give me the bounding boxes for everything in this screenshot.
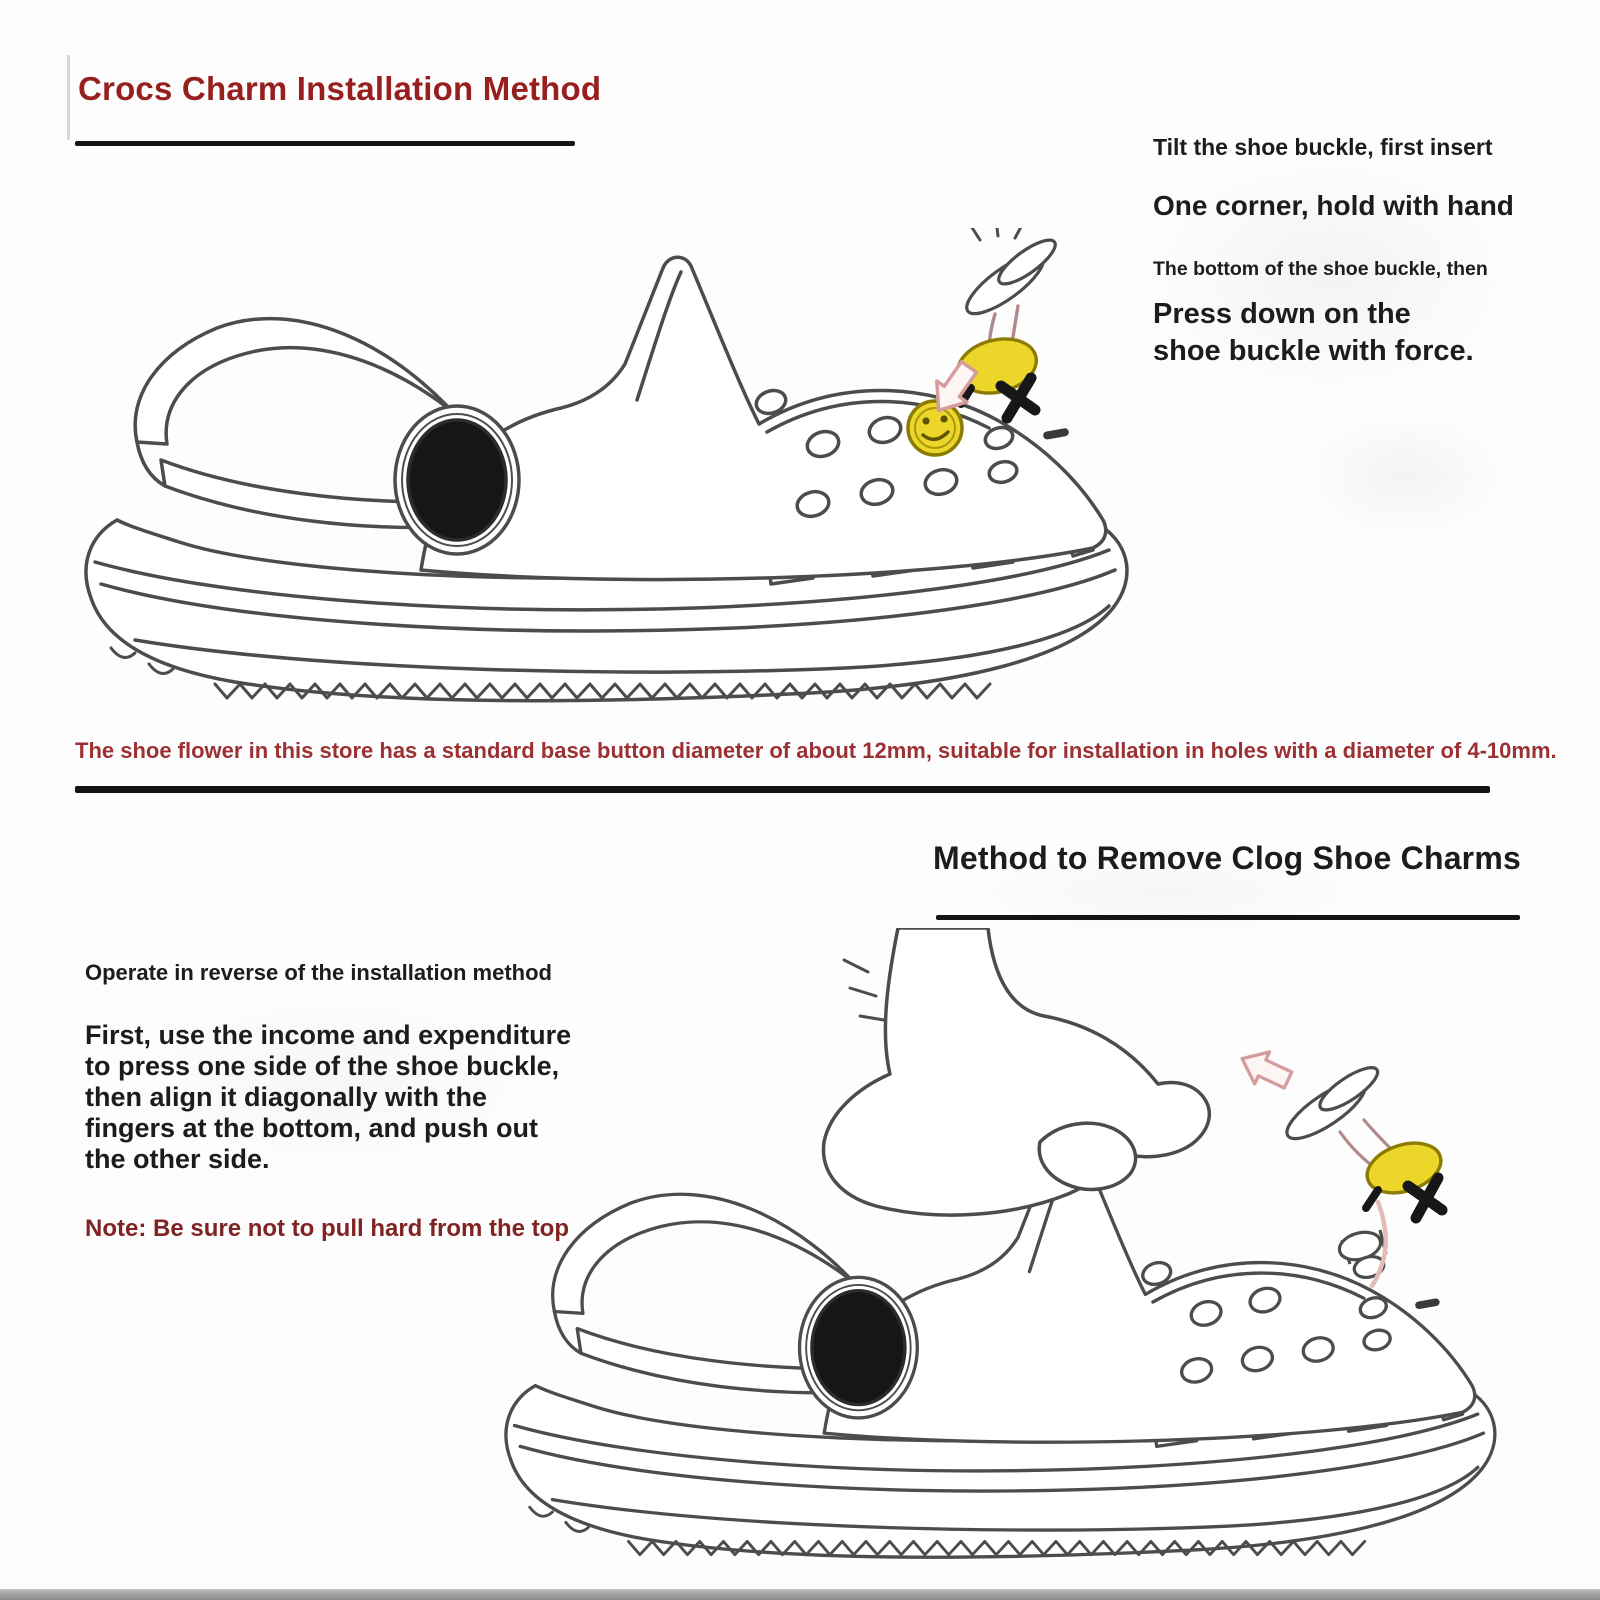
install-illustration <box>55 228 1160 710</box>
remove-body-line-5: the other side. <box>85 1144 270 1174</box>
install-step-1: Tilt the shoe buckle, first insert <box>1153 134 1493 160</box>
hand-press-illustration <box>823 928 1209 1215</box>
install-title-underline <box>75 141 575 146</box>
install-step-4-line-b: shoe buckle with force. <box>1153 335 1474 367</box>
install-step-4-line-a: Press down on the <box>1153 298 1411 330</box>
remove-title: Method to Remove Clog Shoe Charms <box>933 840 1521 876</box>
section-divider <box>75 786 1490 793</box>
scan-artifact-line <box>67 55 70 140</box>
smiley-charm-icon <box>908 401 962 455</box>
up-arrow-icon <box>1235 1043 1296 1096</box>
install-step-4 <box>1153 296 1474 370</box>
remove-body-line-2: to press one side of the shoe buckle, <box>85 1051 560 1081</box>
install-step-2: One corner, hold with hand <box>1153 190 1514 221</box>
ghost-mark <box>1300 410 1510 540</box>
clog-illustration <box>86 257 1127 700</box>
remove-title-underline <box>936 915 1520 920</box>
remove-illustration <box>428 928 1600 1583</box>
remove-warning-note: Note: Be sure not to pull hard from the top <box>85 1215 569 1242</box>
install-title: Crocs Charm Installation Method <box>78 70 602 107</box>
install-step-3: The bottom of the shoe buckle, then <box>1153 258 1488 280</box>
remove-body-line-4: fingers at the bottom, and push out <box>85 1113 538 1143</box>
remove-body-line-1: First, use the income and expenditure <box>85 1020 572 1050</box>
charm-button-icon <box>952 228 1061 418</box>
bottom-scan-bar <box>0 1589 1600 1600</box>
remove-intro: Operate in reverse of the installation method <box>85 960 552 985</box>
remove-body-line-3: then align it diagonally with the <box>85 1082 488 1112</box>
size-note-banner: The shoe flower in this store has a standard base button diameter of about 12mm, suitable for installation in holes with a diameter of 4-10mm. <box>75 738 1557 763</box>
